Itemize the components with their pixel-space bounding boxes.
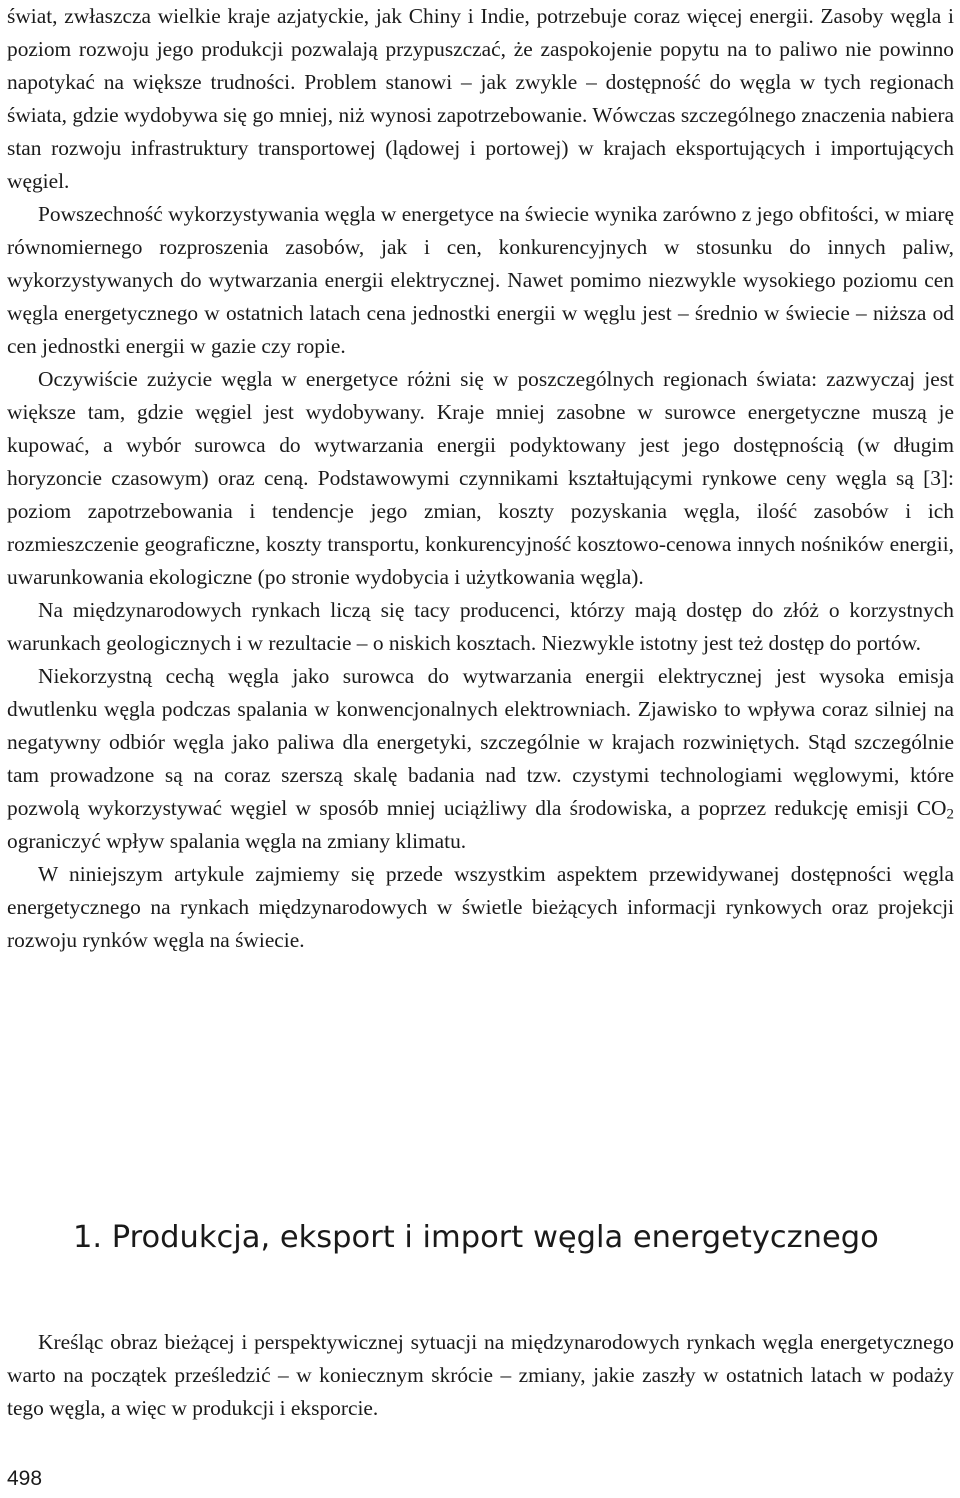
paragraph-continued: świat, zwłaszcza wielkie kraje azjatyckie, jak Chiny i Indie, potrzebuje coraz więcej energii. Zasoby węgla i poziom rozwoju jego produkcji pozwalają przypuszczać, że zaspokojenie popytu na to paliwo nie powinno napotykać na większe trudności. Problem stanowi – jak zwykle – dostępność do węgla w tych regionach świata, gdzie wydobywa się go mniej, niż wynosi zapotrzebowanie. Wówczas szczególnego znaczenia nabiera stan rozwoju infrastruktury transportowej (lądowej i portowej) w krajach eksportujących i importujących węgiel. xyxy=(7,4,954,193)
page-number: 498 xyxy=(7,1467,43,1490)
paragraph-coal-usage: Powszechność wykorzystywania węgla w energetyce na świecie wynika zarówno z jego obfitości, w miarę równomiernego rozproszenia zasobów, jak i cen, konkurencyjnych w stosunku do innych paliw, wykorzystywanych do wytwarzania energii elektrycznej. Nawet pomimo niezwykle wysokiego poziomu cen węgla energetycznego w ostatnich latach cena jednostki energii w węglu jest – średnio w świecie – niższa od cen jednostki energii w gazie czy ropie. xyxy=(7,202,954,358)
section-body xyxy=(7,1326,954,1425)
co2-subscript: 2 xyxy=(946,806,954,823)
co2-text-after: ograniczyć wpływ spalania węgla na zmiany klimatu. xyxy=(7,829,467,853)
section-heading: 1. Produkcja, eksport i import węgla energetycznego xyxy=(73,1220,879,1255)
paragraph-co2-emissions xyxy=(7,660,954,858)
co2-text-before: Niekorzystną cechą węgla jako surowca do wytwarzania energii elektrycznej jest wysoka emisja dwutlenku węgla podczas spalania w konwencjonalnych elektrowniach. Zjawisko to wpływa coraz silniej na negatywny odbiór węgla jako paliwa dla energetyki, szczególnie w krajach rozwiniętych. Stąd szczególnie tam prowadzone są na coraz szerszą skalę badania nad tzw. czystymi technologiami węglowymi, które pozwolą wykorzystywać węgiel w sposób mniej uciążliwy dla środowiska, a poprzez redukcję emisji CO xyxy=(7,664,954,820)
article-body xyxy=(7,0,954,957)
section-paragraph: Kreśląc obraz bieżącej i perspektywicznej sytuacji na międzynarodowych rynkach węgla energetycznego warto na początek prześledzić – w koniecznym skrócie – zmiany, jakie zaszły w ostatnich latach w podaży tego węgla, a więc w produkcji i eksporcie. xyxy=(7,1330,954,1420)
paragraph-international-markets: Na międzynarodowych rynkach liczą się tacy producenci, którzy mają dostęp do złóż o korzystnych warunkach geologicznych i w rezultacie – o niskich kosztach. Niezwykle istotny jest też dostęp do portów. xyxy=(7,598,954,655)
paragraph-article-aim: W niniejszym artykule zajmiemy się przede wszystkim aspektem przewidywanej dostępności węgla energetycznego na rynkach międzynarodowych w świetle bieżących informacji rynkowych oraz projekcji rozwoju rynków węgla na świecie. xyxy=(7,862,954,952)
article-text xyxy=(7,0,954,957)
paragraph-regional-consumption: Oczywiście zużycie węgla w energetyce różni się w poszczególnych regionach świata: zazwyczaj jest większe tam, gdzie węgiel jest wydobywany. Kraje mniej zasobne w surowce energetyczne muszą je kupować, a wybór surowca do wytwarzania energii podyktowany jest jego dostępnością (w długim horyzoncie czasowym) oraz ceną. Podstawowymi czynnikami kształtującymi rynkowe ceny węgla są [3]: poziom zapotrzebowania i tendencje jego zmian, koszty pozyskania węgla, ilość zasobów i ich rozmieszczenie geograficzne, koszty transportu, konkurencyjność kosztowo-cenowa innych nośników energii, uwarunkowania ekologiczne (po stronie wydobycia i użytkowania węgla). xyxy=(7,367,954,589)
